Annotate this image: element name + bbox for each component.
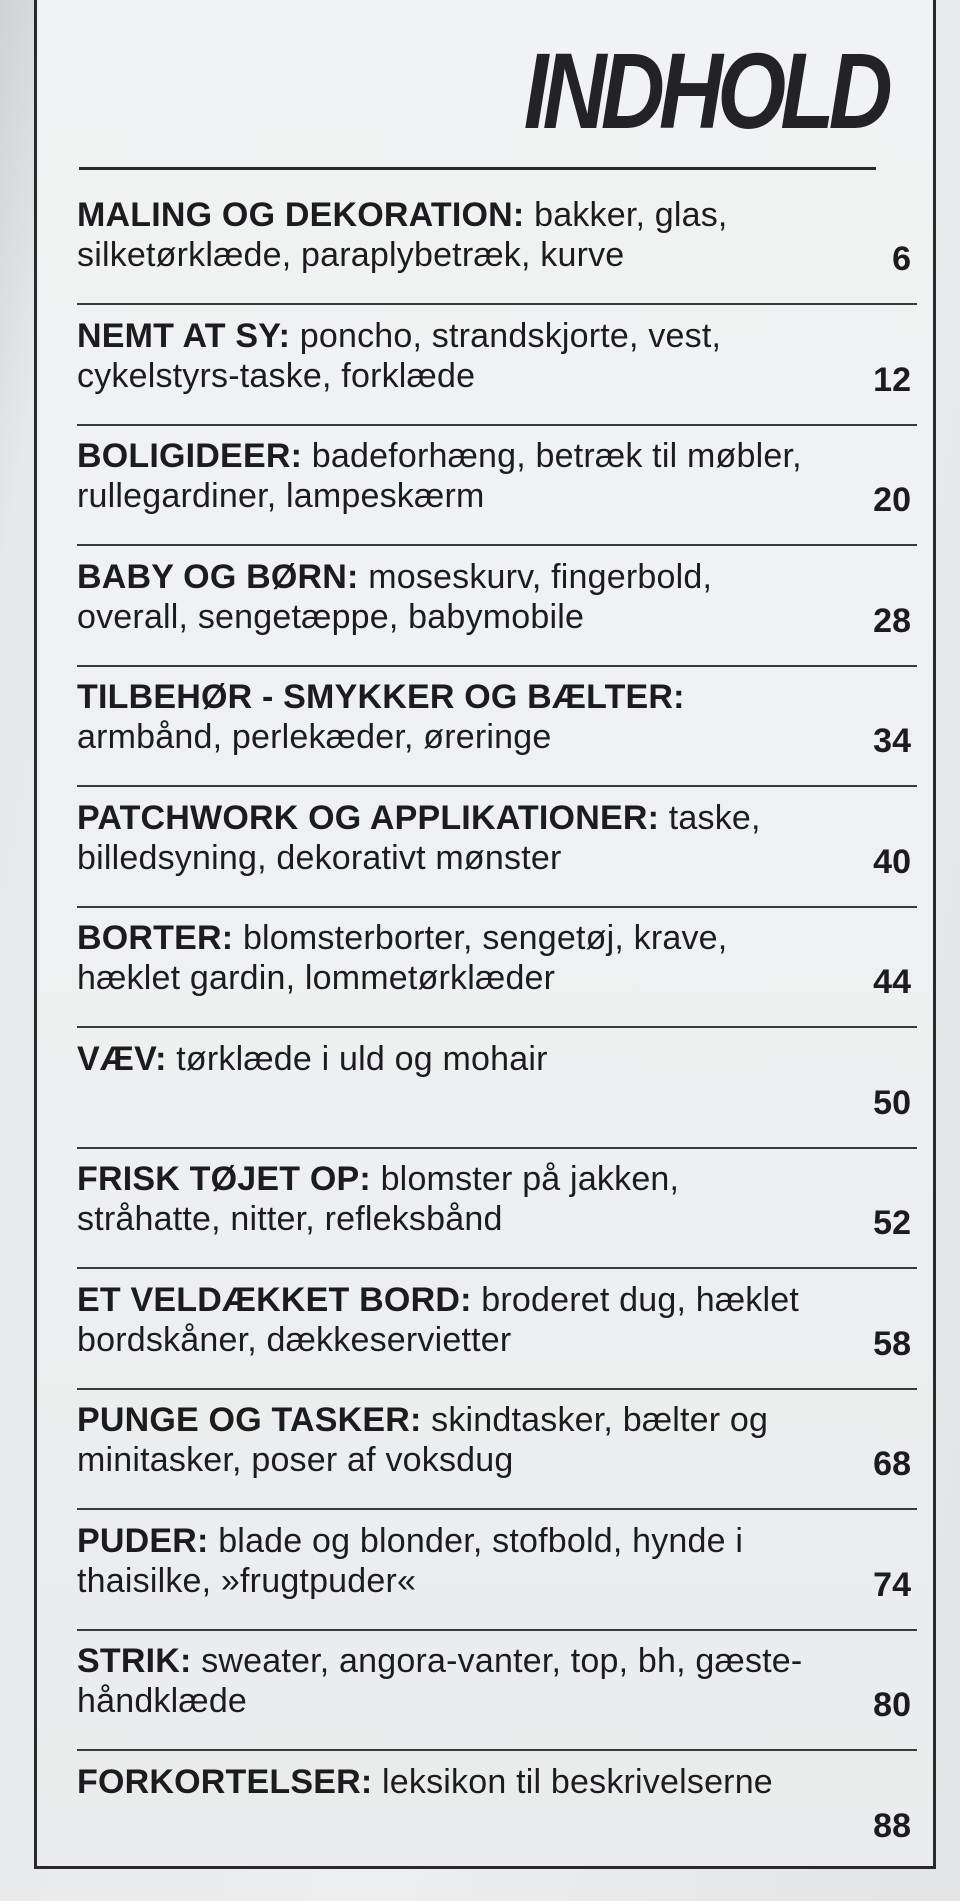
toc-entry-items: tørklæde i uld og mohair (176, 1039, 548, 1078)
toc-entry-items: poncho, strandskjorte, vest, cykelstyrs-taske, forklæde (77, 316, 722, 395)
toc-entry-divider (77, 544, 917, 546)
toc-entry-items: blomster på jakken, stråhatte, nitter, refleksbånd (77, 1160, 680, 1238)
toc-entry-heading: BOLIGIDEER: (77, 437, 303, 475)
toc-entry-divider (77, 906, 917, 908)
toc-entry-page-number: 80 (873, 1686, 911, 1724)
toc-entry-items: badeforhæng, betræk til møbler, rullegardiner, lampeskærm (77, 437, 802, 515)
toc-entry-divider (77, 665, 917, 667)
toc-entry-page-number: 68 (873, 1445, 911, 1483)
toc-entry-divider (77, 1629, 917, 1631)
toc-entry (77, 436, 917, 557)
toc-entry-items: sweater, angora-vanter, top, bh, gæste-håndklæde (77, 1642, 803, 1720)
toc-entry-text (77, 1400, 831, 1480)
toc-entry (77, 677, 917, 798)
toc-entry-heading: FRISK TØJET OP: (77, 1160, 371, 1198)
toc-entry-items: armbånd, perlekæder, øreringe (77, 718, 552, 756)
table-of-contents (77, 195, 917, 1882)
toc-entry-heading: ET VELDÆKKET BORD: (77, 1280, 472, 1319)
toc-entry-page-number: 58 (873, 1324, 911, 1363)
toc-entry-heading: PUNGE OG TASKER: (77, 1401, 422, 1439)
toc-entry-heading: BABY OG BØRN: (77, 557, 359, 596)
toc-entry-heading: PUDER: (77, 1521, 209, 1560)
toc-entry-divider (77, 785, 917, 787)
page-title: INDHOLD (523, 30, 887, 151)
toc-entry (77, 798, 917, 919)
toc-entry (77, 1641, 917, 1762)
toc-entry-heading: NEMT AT SY: (77, 316, 291, 355)
toc-entry-divider (77, 1508, 917, 1510)
toc-entry-heading: TILBEHØR - SMYKKER OG BÆLTER: (77, 678, 685, 716)
toc-entry-page-number: 40 (873, 842, 911, 881)
toc-entry-text (77, 557, 831, 637)
toc-entry-heading: STRIK: (77, 1642, 192, 1680)
toc-entry-items: taske, billedsyning, dekorativt mønster (77, 798, 761, 877)
toc-entry-page-number: 20 (873, 481, 911, 519)
contents-page (34, 0, 936, 1869)
toc-entry-items: bakker, glas, silketørklæde, paraplybetræk, kurve (77, 196, 728, 274)
toc-entry-text (77, 1521, 831, 1601)
toc-entry-page-number: 28 (873, 601, 911, 640)
toc-entry-items: skindtasker, bælter og minitasker, poser af voksdug (77, 1401, 769, 1479)
toc-entry-divider (77, 1388, 917, 1390)
toc-entry-text (77, 1159, 831, 1239)
toc-entry-page-number: 74 (873, 1565, 911, 1604)
toc-entry-items: leksikon til beskrivelserne (382, 1762, 773, 1801)
toc-entry-page-number: 88 (873, 1806, 911, 1845)
toc-entry-text (77, 677, 831, 757)
toc-entry (77, 195, 917, 316)
toc-entry (77, 1159, 917, 1280)
toc-entry-divider (77, 303, 917, 305)
toc-entry-text (77, 195, 831, 275)
toc-entry-text (77, 436, 831, 516)
toc-entry-text (77, 1280, 831, 1360)
toc-entry-heading: PATCHWORK OG APPLIKATIONER: (77, 798, 660, 837)
toc-entry-page-number: 50 (873, 1083, 911, 1122)
toc-entry-divider (77, 1026, 917, 1028)
toc-entry-items: blade og blonder, stofbold, hynde i thaisilke, »frugtpuder« (77, 1521, 744, 1600)
toc-entry-items: moseskurv, fingerbold, overall, sengetæppe, babymobile (77, 557, 713, 636)
toc-entry (77, 316, 917, 437)
toc-entry-page-number: 12 (873, 360, 911, 399)
toc-entry-text (77, 918, 831, 998)
toc-entry-heading: FORKORTELSER: (77, 1762, 373, 1801)
toc-entry-page-number: 44 (873, 963, 911, 1001)
toc-entry-items: broderet dug, hæklet bordskåner, dækkeservietter (77, 1280, 800, 1359)
toc-entry-text (77, 1762, 831, 1802)
toc-entry-text (77, 1039, 831, 1079)
toc-entry-heading: MALING OG DEKORATION: (77, 196, 525, 234)
toc-entry-text (77, 798, 831, 878)
toc-entry-page-number: 52 (873, 1204, 911, 1242)
toc-entry (77, 557, 917, 678)
toc-entry-heading: VÆV: (77, 1039, 167, 1078)
title-divider (79, 167, 876, 170)
toc-entry (77, 1039, 917, 1160)
toc-entry-items: blomsterborter, sengetøj, krave, hæklet gardin, lommetørklæder (77, 919, 728, 997)
toc-entry-divider (77, 1267, 917, 1269)
toc-entry-text (77, 1641, 831, 1721)
toc-entry (77, 1762, 917, 1883)
toc-entry-divider (77, 424, 917, 426)
toc-entry-divider (77, 1147, 917, 1149)
toc-entry-text (77, 316, 831, 396)
toc-entry-page-number: 6 (892, 240, 911, 278)
toc-entry-heading: BORTER: (77, 919, 234, 957)
toc-entry (77, 918, 917, 1039)
toc-entry-page-number: 34 (873, 722, 911, 760)
toc-entry (77, 1521, 917, 1642)
toc-entry-divider (77, 1749, 917, 1751)
toc-entry (77, 1280, 917, 1401)
toc-entry (77, 1400, 917, 1521)
